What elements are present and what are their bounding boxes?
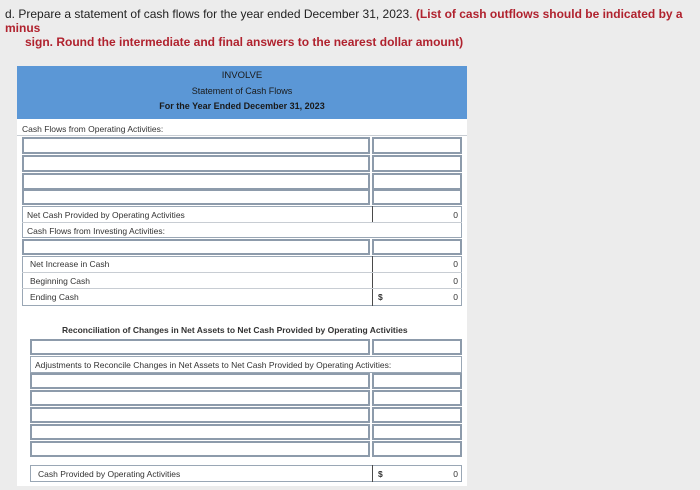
divider [22,288,462,289]
adjustment-3-amount-input[interactable] [372,407,462,423]
beginning-cash-value: 0 [453,276,458,286]
operating-item-2-amount-input[interactable] [372,155,462,172]
adjustment-2-label-input[interactable] [30,390,370,406]
operating-item-4-amount-input[interactable] [372,189,462,205]
adjustment-3-label-input[interactable] [30,407,370,423]
adjustment-4-label-input[interactable] [30,424,370,440]
company-name: INVOLVE [221,70,263,81]
net-operating-value: 0 [453,210,458,220]
statement-title: Statement of Cash Flows [191,86,293,96]
beginning-cash-label: Beginning Cash [30,276,91,286]
instructions [5,7,695,49]
divider [22,222,462,223]
ending-cash-label: Ending Cash [30,292,79,302]
cash-provided-label: Cash Provided by Operating Activities [38,469,181,479]
statement-header [17,66,467,119]
adjustment-1-label-input[interactable] [30,373,370,389]
divider [22,272,462,273]
investing-item-label-input[interactable] [22,239,370,255]
net-increase-label: Net Increase in Cash [30,259,110,269]
operating-item-3-label-input[interactable] [22,173,370,190]
operating-item-1-amount-input[interactable] [372,137,462,154]
adjustment-5-label-input[interactable] [30,441,370,457]
instructions-prefix: d. Prepare a statement of cash flows for the year ended December 31, 2023. [5,7,416,21]
adjustment-1-amount-input[interactable] [372,373,462,389]
divider [17,135,467,136]
operating-item-2-label-input[interactable] [22,155,370,172]
net-operating-label: Net Cash Provided by Operating Activities [27,210,185,220]
reconciliation-change-amount-input[interactable] [372,339,462,355]
investing-item-amount-input[interactable] [372,239,462,255]
cash-provided-value: 0 [453,469,458,479]
net-increase-value: 0 [453,259,458,269]
adjustments-label: Adjustments to Reconcile Changes in Net Assets to Net Cash Provided by Operating Activities: [35,360,392,370]
instructions-bold-line2: sign. Round the intermediate and final answers to the nearest dollar amount) [25,35,464,49]
operating-item-1-label-input[interactable] [22,137,370,154]
reconciliation-change-label-input[interactable] [30,339,370,355]
instructions-bold-line1: (List of cash outflows should be indicated by a minus [5,7,683,35]
statement-period: For the Year Ended December 31, 2023 [159,101,325,111]
cash-provided-currency: $ [378,469,383,479]
operating-activities-header: Cash Flows from Operating Activities: [22,124,164,134]
adjustment-4-amount-input[interactable] [372,424,462,440]
adjustment-2-amount-input[interactable] [372,390,462,406]
ending-cash-value: 0 [453,292,458,302]
adjustment-5-amount-input[interactable] [372,441,462,457]
ending-cash-currency: $ [378,292,383,302]
operating-item-3-amount-input[interactable] [372,173,462,190]
investing-activities-header: Cash Flows from Investing Activities: [27,226,165,236]
operating-item-4-label-input[interactable] [22,189,370,205]
reconciliation-title: Reconciliation of Changes in Net Assets to Net Cash Provided by Operating Activities [62,325,408,335]
